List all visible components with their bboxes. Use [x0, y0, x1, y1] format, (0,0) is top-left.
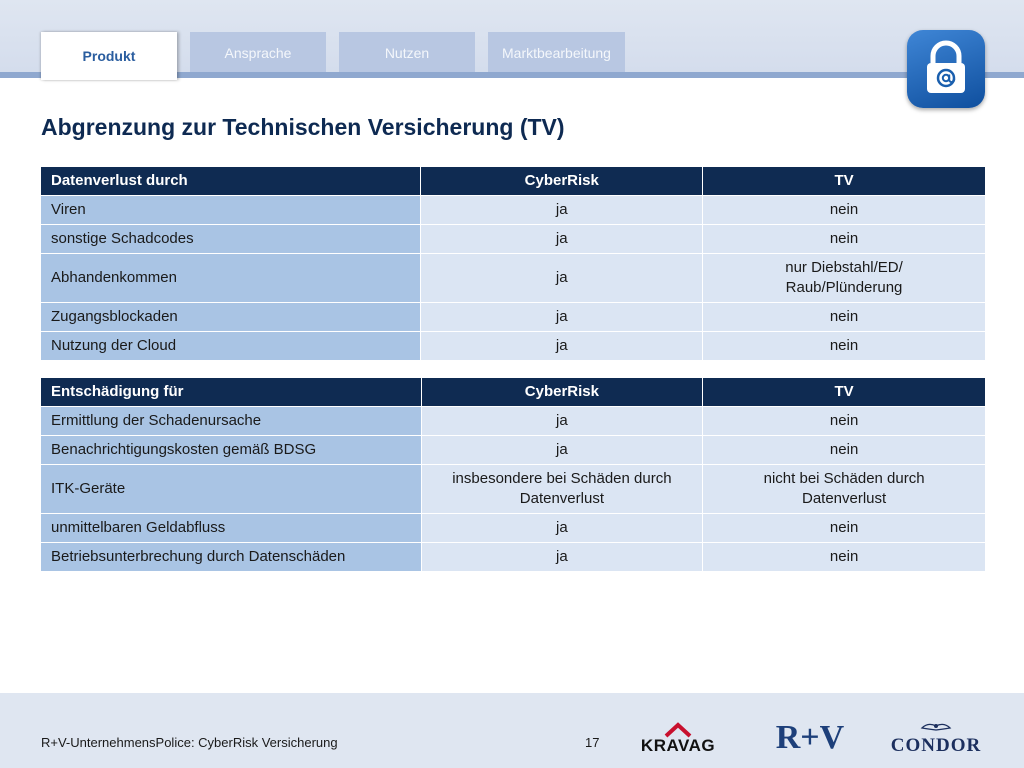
cyberrisk-cell: ja	[421, 196, 703, 225]
cyberrisk-cell: ja	[421, 225, 703, 254]
tv-cell: nein	[703, 407, 986, 436]
lock-at-icon	[907, 30, 985, 108]
row-label: Viren	[41, 196, 421, 225]
row-label: ITK-Geräte	[41, 465, 422, 514]
page-number: 17	[585, 735, 600, 750]
header-cell: TV	[703, 378, 986, 407]
table-row	[41, 465, 986, 514]
row-label: Benachrichtigungskosten gemäß BDSG	[41, 436, 422, 465]
table-row	[41, 225, 986, 254]
tab-marktbearbeitung[interactable]: Marktbearbeitung	[488, 32, 625, 72]
slide-title: Abgrenzung zur Technischen Versicherung (TV)	[41, 114, 565, 140]
header-cell: CyberRisk	[421, 378, 703, 407]
tv-cell: nein	[703, 225, 986, 254]
table-row	[41, 196, 986, 225]
tv-cell: nein	[703, 332, 986, 361]
cyberrisk-cell: ja	[421, 303, 703, 332]
row-label: Betriebsunterbrechung durch Datenschäden	[41, 543, 422, 572]
lock-badge	[907, 30, 985, 108]
kravag-logo	[620, 722, 736, 754]
header-cell: CyberRisk	[421, 167, 703, 196]
table-row	[41, 436, 986, 465]
cyberrisk-cell: ja	[421, 254, 703, 303]
table-entschaedigung	[40, 377, 986, 572]
rv-logo	[768, 717, 852, 753]
table-row	[41, 254, 986, 303]
cyberrisk-cell: ja	[421, 407, 703, 436]
row-label: sonstige Schadcodes	[41, 225, 421, 254]
table-row	[41, 514, 986, 543]
tab-nutzen[interactable]: Nutzen	[339, 32, 475, 72]
condor-logo	[878, 720, 994, 756]
table-row	[41, 407, 986, 436]
condor-logo-text: CONDOR	[890, 735, 982, 756]
cyberrisk-cell: ja	[421, 514, 703, 543]
tv-cell: nicht bei Schäden durch Datenverlust	[703, 465, 986, 514]
tv-cell: nein	[703, 543, 986, 572]
table-row	[41, 543, 986, 572]
cyberrisk-cell: ja	[421, 436, 703, 465]
row-label: unmittelbaren Geldabfluss	[41, 514, 422, 543]
row-label: Abhandenkommen	[41, 254, 421, 303]
cyberrisk-cell: insbesondere bei Schäden durch Datenverlust	[421, 465, 703, 514]
header-cell: Entschädigung für	[41, 378, 422, 407]
kravag-logo-text: KRAVAG	[640, 736, 716, 754]
tab-ansprache[interactable]: Ansprache	[190, 32, 326, 72]
tab-produkt[interactable]: Produkt	[41, 32, 177, 80]
table-datenverlust	[40, 166, 986, 361]
table-row	[41, 332, 986, 361]
footer-text: R+V-UnternehmensPolice: CyberRisk Versicherung	[41, 735, 338, 750]
row-label: Nutzung der Cloud	[41, 332, 421, 361]
tv-cell: nur Diebstahl/ED/ Raub/Plünderung	[703, 254, 986, 303]
header-cell: Datenverlust durch	[41, 167, 421, 196]
footer-band	[0, 693, 1024, 768]
header-cell: TV	[703, 167, 986, 196]
tv-cell: nein	[703, 514, 986, 543]
row-label: Ermittlung der Schadenursache	[41, 407, 422, 436]
tv-cell: nein	[703, 436, 986, 465]
tv-cell: nein	[703, 196, 986, 225]
tv-cell: nein	[703, 303, 986, 332]
table-header-row	[41, 167, 986, 196]
rv-logo-text: R+V	[775, 719, 845, 753]
cyberrisk-cell: ja	[421, 543, 703, 572]
cyberrisk-cell: ja	[421, 332, 703, 361]
row-label: Zugangsblockaden	[41, 303, 421, 332]
table-header-row	[41, 378, 986, 407]
table-row	[41, 303, 986, 332]
